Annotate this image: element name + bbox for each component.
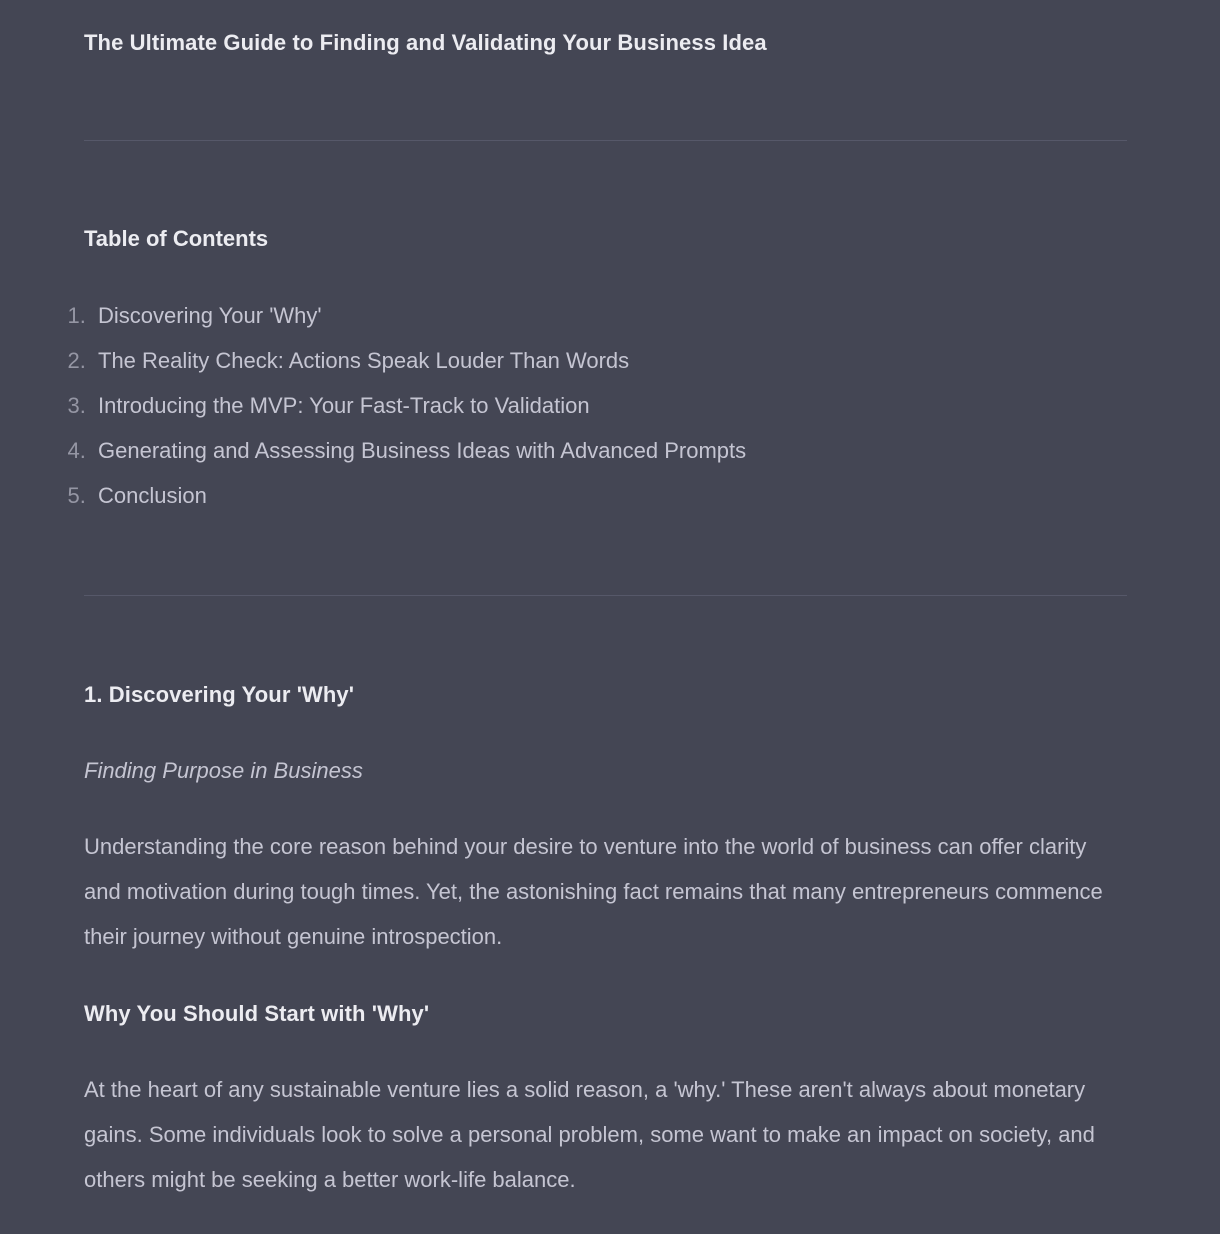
section-divider xyxy=(84,595,1127,596)
section-1-paragraph-1: Understanding the core reason behind your desire to venture into the world of business can offer clarity and motivation during tough times. Yet, the astonishing fact remains that many entrepreneurs commence their journey without genuine introspection. xyxy=(84,834,1103,949)
toc-item-1: 1. Discovering Your 'Why' xyxy=(92,293,1127,338)
toc-item-4: 4. Generating and Assessing Business Ideas with Advanced Prompts xyxy=(92,428,1127,473)
toc-list xyxy=(84,293,1127,518)
toc-item-2: 2. The Reality Check: Actions Speak Louder Than Words xyxy=(92,338,1127,383)
section-1-heading: 1. Discovering Your 'Why' xyxy=(84,682,355,707)
section-divider xyxy=(84,140,1127,141)
section-1-paragraph-2: At the heart of any sustainable venture lies a solid reason, a 'why.' These aren't always about monetary gains. Some individuals look to solve a personal problem, some want to make an impact on society, and others might be seeking a better work-life balance. xyxy=(84,1077,1095,1192)
section-1-subheading: Why You Should Start with 'Why' xyxy=(84,1001,430,1026)
toc-item-5: 5. Conclusion xyxy=(92,473,1127,518)
section-1-subtitle: Finding Purpose in Business xyxy=(84,758,363,783)
toc-heading: Table of Contents xyxy=(84,226,269,251)
document-title: The Ultimate Guide to Finding and Validating Your Business Idea xyxy=(84,30,767,55)
toc-item-3: 3. Introducing the MVP: Your Fast-Track to Validation xyxy=(92,383,1127,428)
